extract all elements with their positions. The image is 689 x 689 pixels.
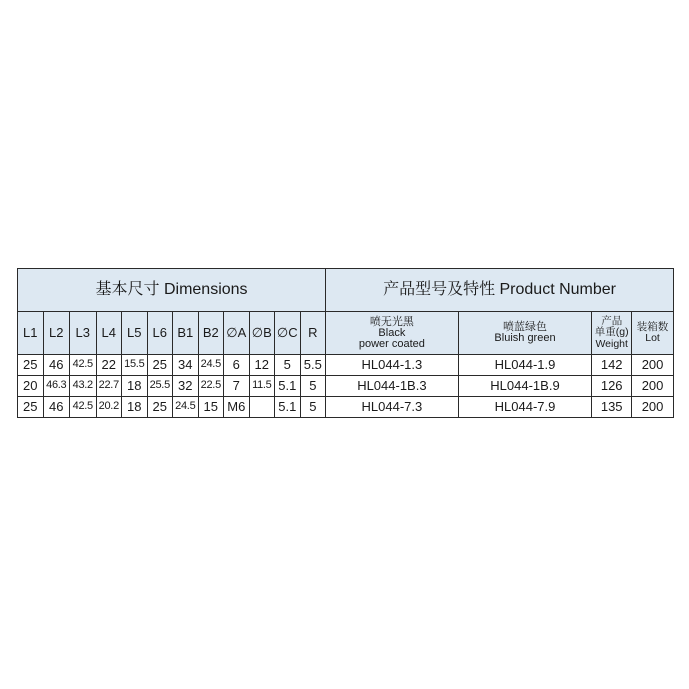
cell-r: 5 [300, 397, 326, 418]
col-header-diameter-a: ∅A [224, 312, 250, 355]
col-header-l5: L5 [122, 312, 148, 355]
cell-l2: 46 [43, 397, 70, 418]
green-en-label: Bluish green [494, 332, 556, 344]
cell-l6: 25 [147, 397, 173, 418]
col-header-bluish-green [458, 312, 592, 355]
cell-b2: 24.5 [198, 355, 224, 376]
cell-l6: 25.5 [147, 376, 173, 397]
cell-weight: 126 [592, 376, 632, 397]
cell-l5: 18 [122, 397, 148, 418]
weight-en-label: Weight [595, 337, 628, 350]
cell-black-number: HL044-1.3 [326, 355, 459, 376]
cell-black-number: HL044-7.3 [326, 397, 459, 418]
cell-black-number: HL044-1B.3 [326, 376, 459, 397]
cell-l5: 15.5 [122, 355, 148, 376]
table-row [18, 397, 674, 418]
col-header-l1: L1 [18, 312, 44, 355]
col-header-l4: L4 [96, 312, 122, 355]
cell-l1: 25 [18, 355, 44, 376]
cell-l4: 22.7 [96, 376, 122, 397]
lot-en-label: Lot [645, 332, 660, 344]
col-header-black [326, 312, 459, 355]
cell-lot: 200 [632, 355, 674, 376]
cell-diameter-a: 6 [224, 355, 250, 376]
black-cn-label: 喷无光黑 [369, 315, 414, 328]
col-header-r: R [300, 312, 326, 355]
cell-l1: 20 [18, 376, 44, 397]
cell-diameter-c: 5 [275, 355, 301, 376]
cell-b2: 22.5 [198, 376, 224, 397]
spec-table [17, 268, 674, 418]
cell-diameter-b [249, 397, 275, 418]
black-coating-label: power coated [358, 337, 425, 350]
cell-l2: 46 [43, 355, 70, 376]
cell-l3: 43.2 [70, 376, 97, 397]
cell-diameter-c: 5.1 [275, 397, 301, 418]
cell-diameter-b: 12 [249, 355, 275, 376]
col-header-b1: B1 [173, 312, 199, 355]
cell-r: 5.5 [300, 355, 326, 376]
col-header-weight [592, 312, 632, 355]
col-header-l3: L3 [70, 312, 97, 355]
col-header-diameter-b: ∅B [249, 312, 275, 355]
cell-b1: 32 [173, 376, 199, 397]
col-header-lot [632, 312, 674, 355]
green-cn-label: 喷蓝绿色 [503, 321, 547, 333]
group-header-row [18, 269, 674, 312]
cell-diameter-c: 5.1 [275, 376, 301, 397]
col-header-b2: B2 [198, 312, 224, 355]
cell-green-number: HL044-1B.9 [458, 376, 592, 397]
cell-green-number: HL044-1.9 [458, 355, 592, 376]
cell-l3: 42.5 [70, 397, 97, 418]
cell-lot: 200 [632, 397, 674, 418]
cell-l3: 42.5 [70, 355, 97, 376]
cell-l2: 46.3 [43, 376, 70, 397]
table-row [18, 376, 674, 397]
col-header-diameter-c: ∅C [275, 312, 301, 355]
cell-l4: 20.2 [96, 397, 122, 418]
cell-l1: 25 [18, 397, 44, 418]
cell-b2: 15 [198, 397, 224, 418]
black-en-label: Black [378, 326, 406, 339]
table-row [18, 355, 674, 376]
lot-cn-label: 装箱数 [636, 320, 669, 333]
cell-l5: 18 [122, 376, 148, 397]
cell-green-number: HL044-7.9 [458, 397, 592, 418]
cell-b1: 24.5 [173, 397, 199, 418]
cell-weight: 135 [592, 397, 632, 418]
col-header-l2: L2 [43, 312, 70, 355]
product-number-group-header: 产品型号及特性 Product Number [326, 269, 674, 312]
weight-cn-label: 产品 [601, 315, 623, 328]
cell-diameter-b: 11.5 [249, 376, 275, 397]
col-header-l6: L6 [147, 312, 173, 355]
cell-r: 5 [300, 376, 326, 397]
weight-unit-label: 单重(g) [594, 326, 629, 339]
cell-lot: 200 [632, 376, 674, 397]
dimensions-group-header: 基本尺寸 Dimensions [18, 269, 326, 312]
cell-weight: 142 [592, 355, 632, 376]
cell-l6: 25 [147, 355, 173, 376]
cell-b1: 34 [173, 355, 199, 376]
cell-l4: 22 [96, 355, 122, 376]
cell-diameter-a: 7 [224, 376, 250, 397]
column-header-row [18, 312, 674, 355]
cell-diameter-a: M6 [224, 397, 250, 418]
